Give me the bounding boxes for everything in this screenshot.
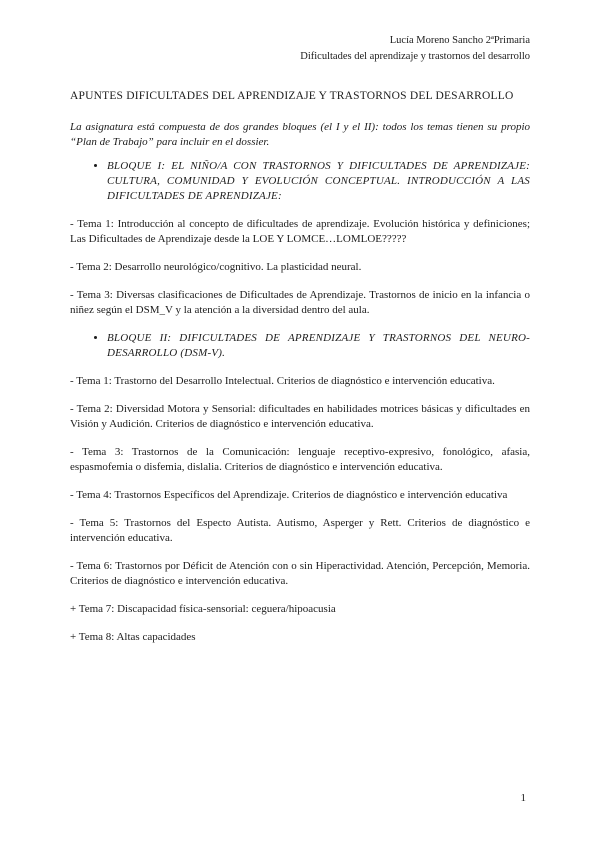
bloque1-tema-3: - Tema 3: Diversas clasificaciones de Dificultades de Aprendizaje. Trastornos de inicio en la infancia o niñez según el DSM_V y la atención a la diversidad dentro del aula. [70,289,530,316]
bloque1-tema-2: - Tema 2: Desarrollo neurológico/cognitivo. La plasticidad neural. [70,261,362,273]
bloque-2-heading: • BLOQUE II: DIFICULTADES DE APRENDIZAJE Y TRASTORNOS DEL NEURO-DESARROLLO (DSM-V). [107,331,530,361]
bloque1-tema-1: - Tema 1: Introducción al concepto de dificultades de aprendizaje. Evolución histórica y definiciones; Las Dificultades de Aprendizaje desde la LOE Y LOMCE…LOMLOE????? [70,218,530,245]
bloque2-tema-3: - Tema 3: Trastornos de la Comunicación: lenguaje receptivo-expresivo, fonológico, afasia, espasmofemia o disfemia, dislalia. Criterios de diagnóstico e intervención educativa. [70,446,530,473]
bloque2-tema-7: + Tema 7: Discapacidad física-sensorial: ceguera/hipoacusia [70,603,336,615]
page-header [70,33,530,64]
bloque2-tema-6: - Tema 6: Trastornos por Déficit de Atención con o sin Hiperactividad. Atención, Percepción, Memoria. Criterios de diagnóstico e intervención educativa. [70,560,530,587]
bloque2-tema-2: - Tema 2: Diversidad Motora y Sensorial: dificultades en habilidades motrices básicas y dificultades en Visión y Audición. Criterios de diagnóstico e intervención educativa. [70,403,530,430]
bloque-2-list [70,331,530,361]
bloque-1-list [70,159,530,204]
bloque2-tema-4: - Tema 4: Trastornos Específicos del Aprendizaje. Criterios de diagnóstico e intervención educativa [70,489,508,501]
page-number: 1 [520,792,526,804]
bloque-1-heading: • BLOQUE I: EL NIÑO/A CON TRASTORNOS Y DIFICULTADES DE APRENDIZAJE: CULTURA, COMUNIDAD Y EVOLUCIÓN CONCEPTUAL. INTRODUCCIÓN A LAS DIFICULTADES DE APRENDIZAJE: [107,159,530,204]
header-course: Dificultades del aprendizaje y trastornos del desarrollo [300,50,530,62]
bloque2-tema-1: - Tema 1: Trastorno del Desarrollo Intelectual. Criterios de diagnóstico e intervención educativa. [70,375,495,387]
header-author: Lucía Moreno Sancho 2ªPrimaria [389,35,530,46]
document-title: APUNTES DIFICULTADES DEL APRENDIZAJE Y TRASTORNOS DEL DESARROLLO [70,90,514,102]
bloque2-tema-8: + Tema 8: Altas capacidades [70,631,196,643]
intro-paragraph: La asignatura está compuesta de dos grandes bloques (el I y el II): todos los temas tienen su propio “Plan de Trabajo” para incluir en el dossier. [70,121,530,148]
bloque2-tema-5: - Tema 5: Trastornos del Especto Autista. Autismo, Asperger y Rett. Criterios de diagnóstico e intervención educativa. [70,517,530,544]
